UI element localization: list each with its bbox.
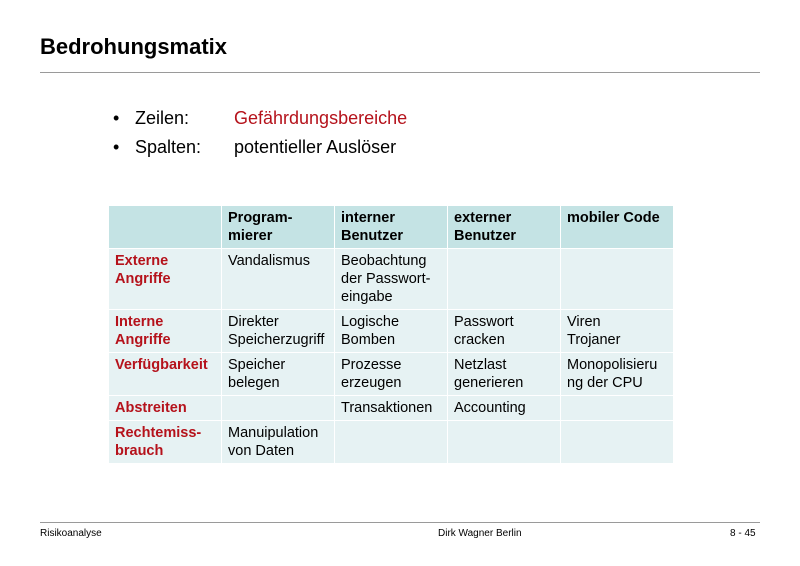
table-row (109, 396, 674, 421)
footer-topic: Risikoanalyse (40, 528, 102, 539)
column-header: mobiler Code (561, 206, 674, 249)
table-cell (561, 421, 674, 464)
table-row (109, 421, 674, 464)
bullet-item-columns (113, 133, 407, 162)
bullet-label: Zeilen: (135, 108, 190, 128)
table-cell (448, 249, 561, 310)
table-cell: Direkter Speicherzugriff (222, 310, 335, 353)
table-row (109, 310, 674, 353)
header-corner (109, 206, 222, 249)
table-cell: Beobachtung der Passwort- eingabe (335, 249, 448, 310)
table-cell: Monopolisieru ng der CPU (561, 353, 674, 396)
footer-author: Dirk Wagner Berlin (438, 528, 522, 539)
bullet-value: Gefährdungsbereiche (234, 108, 408, 128)
row-header: Rechtemiss- brauch (109, 421, 222, 464)
table-cell (448, 421, 561, 464)
footer-page-number: 8 - 45 (730, 528, 756, 539)
title-divider (40, 72, 760, 73)
column-header: externer Benutzer (448, 206, 561, 249)
table-cell: Netzlast generieren (448, 353, 561, 396)
bullet-dot-icon: • (113, 108, 120, 128)
table-cell (222, 396, 335, 421)
table-cell: Vandalismus (222, 249, 335, 310)
row-header: Verfügbarkeit (109, 353, 222, 396)
threat-matrix-table (108, 205, 674, 464)
column-header: interner Benutzer (335, 206, 448, 249)
table-cell (561, 396, 674, 421)
table-row (109, 353, 674, 396)
table-cell: Manuipulation von Daten (222, 421, 335, 464)
page-title: Bedrohungsmatix (40, 34, 228, 59)
column-header: Program- mierer (222, 206, 335, 249)
bullet-item-rows (113, 104, 407, 133)
row-header: Externe Angriffe (109, 249, 222, 310)
table-cell: Logische Bomben (335, 310, 448, 353)
bullet-value: potentieller Auslöser (234, 137, 397, 157)
footer-divider (40, 522, 760, 523)
table-cell: Transaktionen (335, 396, 448, 421)
table-cell: Prozesse erzeugen (335, 353, 448, 396)
table-cell: Accounting (448, 396, 561, 421)
bullet-label: Spalten: (135, 137, 202, 157)
row-header: Interne Angriffe (109, 310, 222, 353)
table-cell: Passwort cracken (448, 310, 561, 353)
table-row (109, 249, 674, 310)
table-cell: Speicher belegen (222, 353, 335, 396)
table-cell: Viren Trojaner (561, 310, 674, 353)
table-header-row (109, 206, 674, 249)
bullet-dot-icon: • (113, 137, 120, 157)
table-cell (561, 249, 674, 310)
bullet-list (113, 104, 407, 162)
table-cell (335, 421, 448, 464)
row-header: Abstreiten (109, 396, 222, 421)
